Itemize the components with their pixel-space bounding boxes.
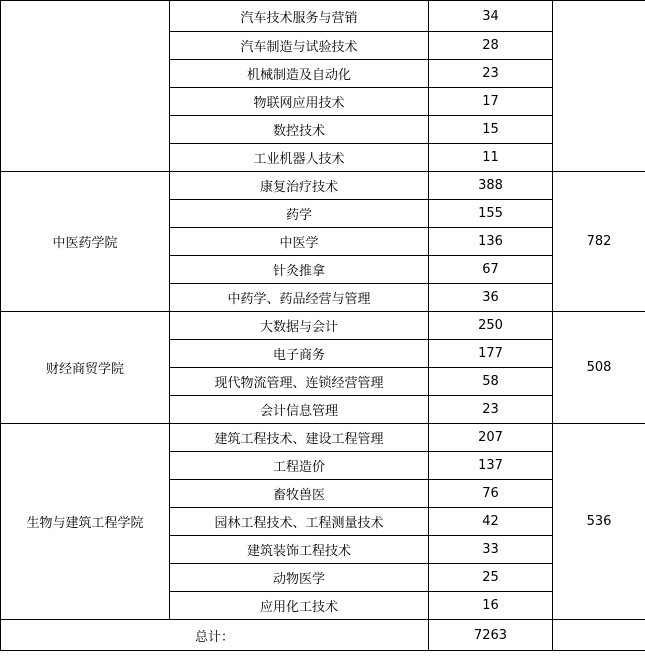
- major-cell: 动物医学: [170, 564, 429, 592]
- major-cell: 汽车制造与试验技术: [170, 32, 429, 60]
- count-cell: 25: [429, 564, 553, 592]
- college-cell: 中医药学院: [1, 172, 170, 312]
- major-cell: 应用化工技术: [170, 592, 429, 620]
- major-cell: 针灸推拿: [170, 256, 429, 284]
- major-cell: 药学: [170, 200, 429, 228]
- major-cell: 建筑装饰工程技术: [170, 536, 429, 564]
- college-cell: 生物与建筑工程学院: [1, 424, 170, 620]
- count-cell: 250: [429, 312, 553, 340]
- major-cell: 现代物流管理、连锁经营管理: [170, 368, 429, 396]
- count-cell: 23: [429, 396, 553, 424]
- major-cell: 畜牧兽医: [170, 480, 429, 508]
- table-row: [1, 1, 645, 32]
- major-cell: 机械制造及自动化: [170, 60, 429, 88]
- subtotal-cell: 782: [553, 172, 645, 312]
- total-label: 总计：: [1, 620, 429, 651]
- subtotal-cell: [553, 1, 645, 172]
- major-cell: 工程造价: [170, 452, 429, 480]
- count-cell: 76: [429, 480, 553, 508]
- table-row: [1, 172, 645, 200]
- count-cell: 36: [429, 284, 553, 312]
- count-cell: 137: [429, 452, 553, 480]
- count-cell: 207: [429, 424, 553, 452]
- count-cell: 58: [429, 368, 553, 396]
- total-value: 7263: [429, 620, 553, 651]
- total-row: [1, 620, 645, 651]
- major-cell: 中药学、药品经营与管理: [170, 284, 429, 312]
- count-cell: 388: [429, 172, 553, 200]
- total-blank-cell: [553, 620, 645, 651]
- count-cell: 16: [429, 592, 553, 620]
- table-row: [1, 312, 645, 340]
- major-cell: 建筑工程技术、建设工程管理: [170, 424, 429, 452]
- subtotal-cell: 508: [553, 312, 645, 424]
- count-cell: 177: [429, 340, 553, 368]
- count-cell: 23: [429, 60, 553, 88]
- major-cell: 物联网应用技术: [170, 88, 429, 116]
- count-cell: 34: [429, 1, 553, 32]
- major-cell: 工业机器人技术: [170, 144, 429, 172]
- college-cell: 财经商贸学院: [1, 312, 170, 424]
- count-cell: 136: [429, 228, 553, 256]
- major-cell: 汽车技术服务与营销: [170, 1, 429, 32]
- count-cell: 155: [429, 200, 553, 228]
- major-cell: 数控技术: [170, 116, 429, 144]
- college-cell: [1, 1, 170, 172]
- table-row: [1, 424, 645, 452]
- major-cell: 大数据与会计: [170, 312, 429, 340]
- count-cell: 33: [429, 536, 553, 564]
- major-cell: 园林工程技术、工程测量技术: [170, 508, 429, 536]
- major-cell: 中医学: [170, 228, 429, 256]
- subtotal-cell: 536: [553, 424, 645, 620]
- count-cell: 42: [429, 508, 553, 536]
- count-cell: 17: [429, 88, 553, 116]
- count-cell: 11: [429, 144, 553, 172]
- count-cell: 28: [429, 32, 553, 60]
- major-cell: 康复治疗技术: [170, 172, 429, 200]
- count-cell: 67: [429, 256, 553, 284]
- major-cell: 电子商务: [170, 340, 429, 368]
- major-cell: 会计信息管理: [170, 396, 429, 424]
- count-cell: 15: [429, 116, 553, 144]
